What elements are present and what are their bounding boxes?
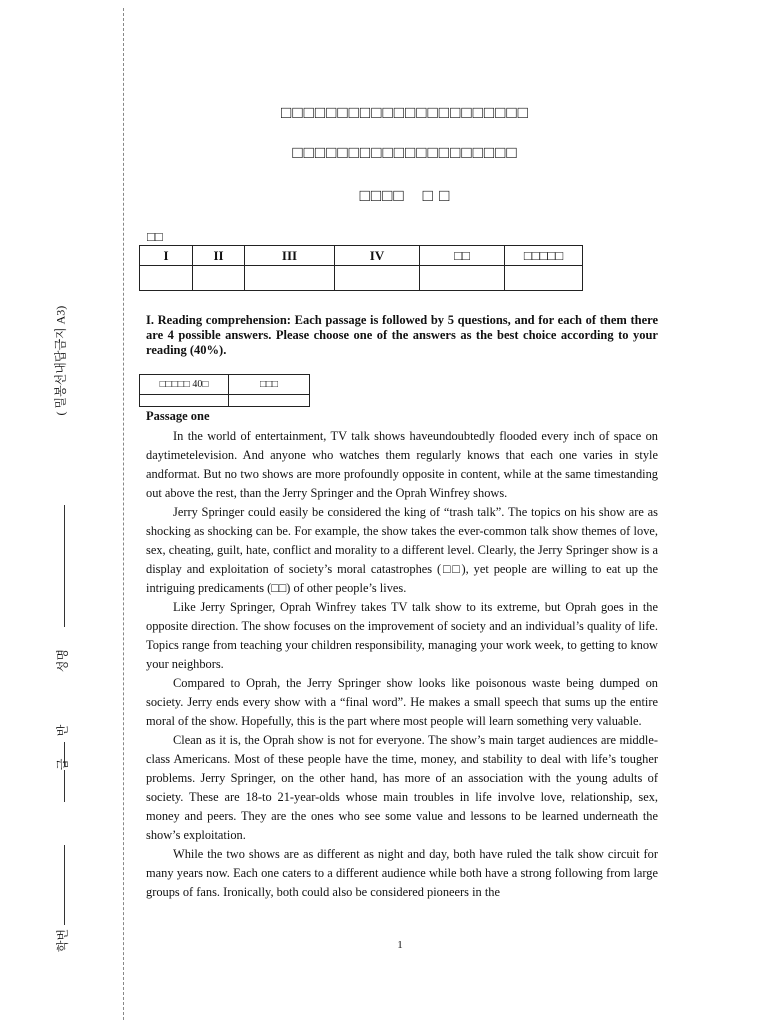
exam-title-line3: □□□□ □ □ <box>359 186 451 205</box>
score-header-2: II <box>193 246 245 266</box>
passage-body <box>146 427 658 902</box>
page-number: 1 <box>397 939 403 951</box>
passage-paragraph: Compared to Oprah, the Jerry Springer show looks like poisonous waste being dumped on society. Jerry ends every show with a “final word”. He makes a small speech that sums up the entire moral of the show. Hopefully, this is the part where most people will learn something very valuable. <box>146 676 658 728</box>
score-header-5: □□ <box>420 246 505 266</box>
score-cell[interactable] <box>335 266 420 291</box>
passage-paragraph: While the two shows are as different as night and day, both have ruled the talk show circuit for many years now. Each one caters to a different audience while both have a strong following from large groups of fans. Ironically, both could also be considered pioneers in the <box>146 847 658 899</box>
score-cell[interactable] <box>420 266 505 291</box>
score-cell[interactable] <box>245 266 335 291</box>
name-label: 성명 <box>55 648 70 673</box>
exam-title-line1: □□□□□□□□□□□□□□□□□□□□□□ <box>281 103 529 122</box>
score-header-3: III <box>245 246 335 266</box>
score-header-4: IV <box>335 246 420 266</box>
passage-paragraph: Clean as it is, the Oprah show is not for everyone. The show’s main target audiences are middle-class Americans. Most of these people have the time, money, and stability to deal with life’s tougher problems. Jerry Springer, on the other hand, has more of an association with the young adults of society. These are 18-to 21-year-olds whose main troubles in life involve love, relationship, sex, money and peers. They are the ones who see some value and lessons to be learned underneath the show’s exploitation. <box>146 733 658 842</box>
id-label: 학번 <box>55 928 70 953</box>
binding-note: ( 밀봉선내답금지 A3) <box>53 305 68 416</box>
score-cell[interactable] <box>140 266 193 291</box>
score-header-1: I <box>140 246 193 266</box>
section-instructions: I. Reading comprehension: Each passage is followed by 5 questions, and for each of them there are 4 possible answers. Please choose one of the answers as the best choice according to your reading (40%). <box>146 313 658 357</box>
score-table <box>139 245 583 291</box>
score-label: □□ <box>147 229 163 244</box>
name-write-line[interactable] <box>64 505 65 627</box>
section-score-cell[interactable] <box>140 395 229 407</box>
section-score-table <box>139 374 310 407</box>
score-header-6: □□□□□ <box>505 246 583 266</box>
exam-title-line2: □□□□□□□□□□□□□□□□□□□□ <box>292 143 518 162</box>
class-label-b: 급 <box>55 758 70 771</box>
class-write-line-2[interactable] <box>64 770 65 802</box>
section-score-header-1: □□□□□ 40□ <box>140 375 229 395</box>
score-cell[interactable] <box>193 266 245 291</box>
score-cell[interactable] <box>505 266 583 291</box>
binding-dashed-line <box>123 8 124 1020</box>
section-score-cell[interactable] <box>229 395 310 407</box>
class-label-a: 반 <box>55 724 70 737</box>
passage-paragraph: Jerry Springer could easily be considered the king of “trash talk”. The topics on his show are as shocking as shocking can be. For example, the show takes the ever-common talk show themes of love, sex, cheating, guilt, hate, conflict and morality to a different level. Clearly, the Jerry Springer show is a display and exploitation of society’s moral catastrophes (□□), yet people are willing to eat up the intriguing predicaments (□□) of other people’s lives. <box>146 505 658 595</box>
passage-paragraph: Like Jerry Springer, Oprah Winfrey takes TV talk show to its extreme, but Oprah goes in the opposite direction. The show focuses on the improvement of society and an individual’s quality of life. Topics range from teaching your children responsibility, managing your work week, to getting to know your neighbors. <box>146 600 658 671</box>
id-write-line[interactable] <box>64 845 65 925</box>
passage-title: Passage one <box>146 409 210 423</box>
passage-paragraph: In the world of entertainment, TV talk shows haveundoubtedly flooded every inch of space on daytimetelevision. And anyone who watches them regularly knows that each one varies in style andformat. But no two shows are more profoundly opposite in content, while at the same timestanding out above the rest, than the Jerry Springer and the Oprah Winfrey shows. <box>146 429 658 500</box>
section-score-header-2: □□□ <box>229 375 310 395</box>
